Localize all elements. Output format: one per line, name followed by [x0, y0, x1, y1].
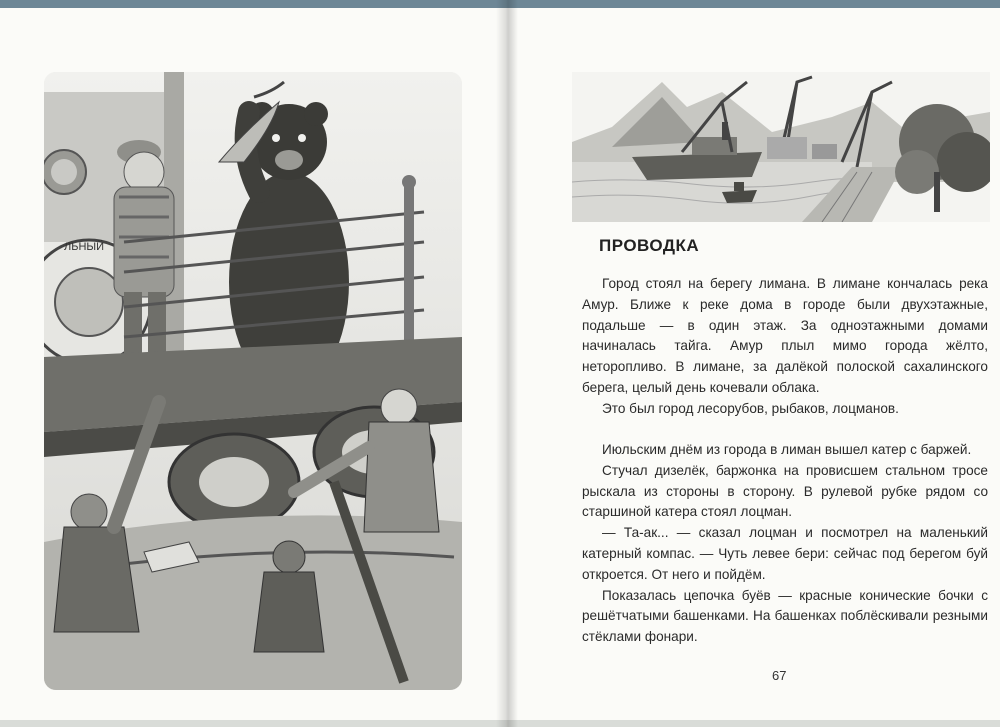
paragraph: Стучал дизелёк, баржонка на провисшем стальном тросе рыскала из стороны в сторону. В рулевой рубке рядом со старшиной катера стоял лоцман.: [582, 462, 988, 520]
chapter-title: ПРОВОДКА: [599, 236, 700, 255]
paragraph: Город стоял на берегу лимана. В лимане кончалась река Амур. Ближе к реке дома в городе были двухэтажные, подальше — в один этаж. За одноэтажными домами начиналась тайга. Амур плыл мимо города жёлто, неторопливо. В лимане, за далёкой полоской сахалинского берега, целый день кочевали облака.: [582, 276, 988, 395]
paragraph: Показалась цепочка буёв — красные конические бочки с решётчатыми башенками. На башенках поблёскивали резными стёклами фонари.: [582, 587, 988, 645]
ship-bear-illustration: [44, 72, 462, 690]
paragraph: Это был город лесорубов, рыбаков, лоцманов.: [602, 400, 899, 416]
paragraph: Июльским днём из города в лиман вышел катер с баржей.: [602, 442, 972, 457]
paragraph: — Та-ак... — сказал лоцман и посмотрел на маленький катерный компас. — Чуть левее бери: сейчас под берегом буй откроется. От него и пойдём.: [582, 525, 988, 582]
page-number: 67: [772, 668, 787, 683]
harbor-illustration: [572, 72, 990, 222]
harbor-drawing: [572, 72, 990, 222]
ship-bear-drawing: [44, 72, 462, 690]
text-block-2: [582, 440, 988, 648]
text-block-1: [582, 274, 988, 420]
lifebuoy-text-top: ЛЬНЫЙ: [64, 241, 105, 253]
book-spine: [496, 0, 518, 727]
